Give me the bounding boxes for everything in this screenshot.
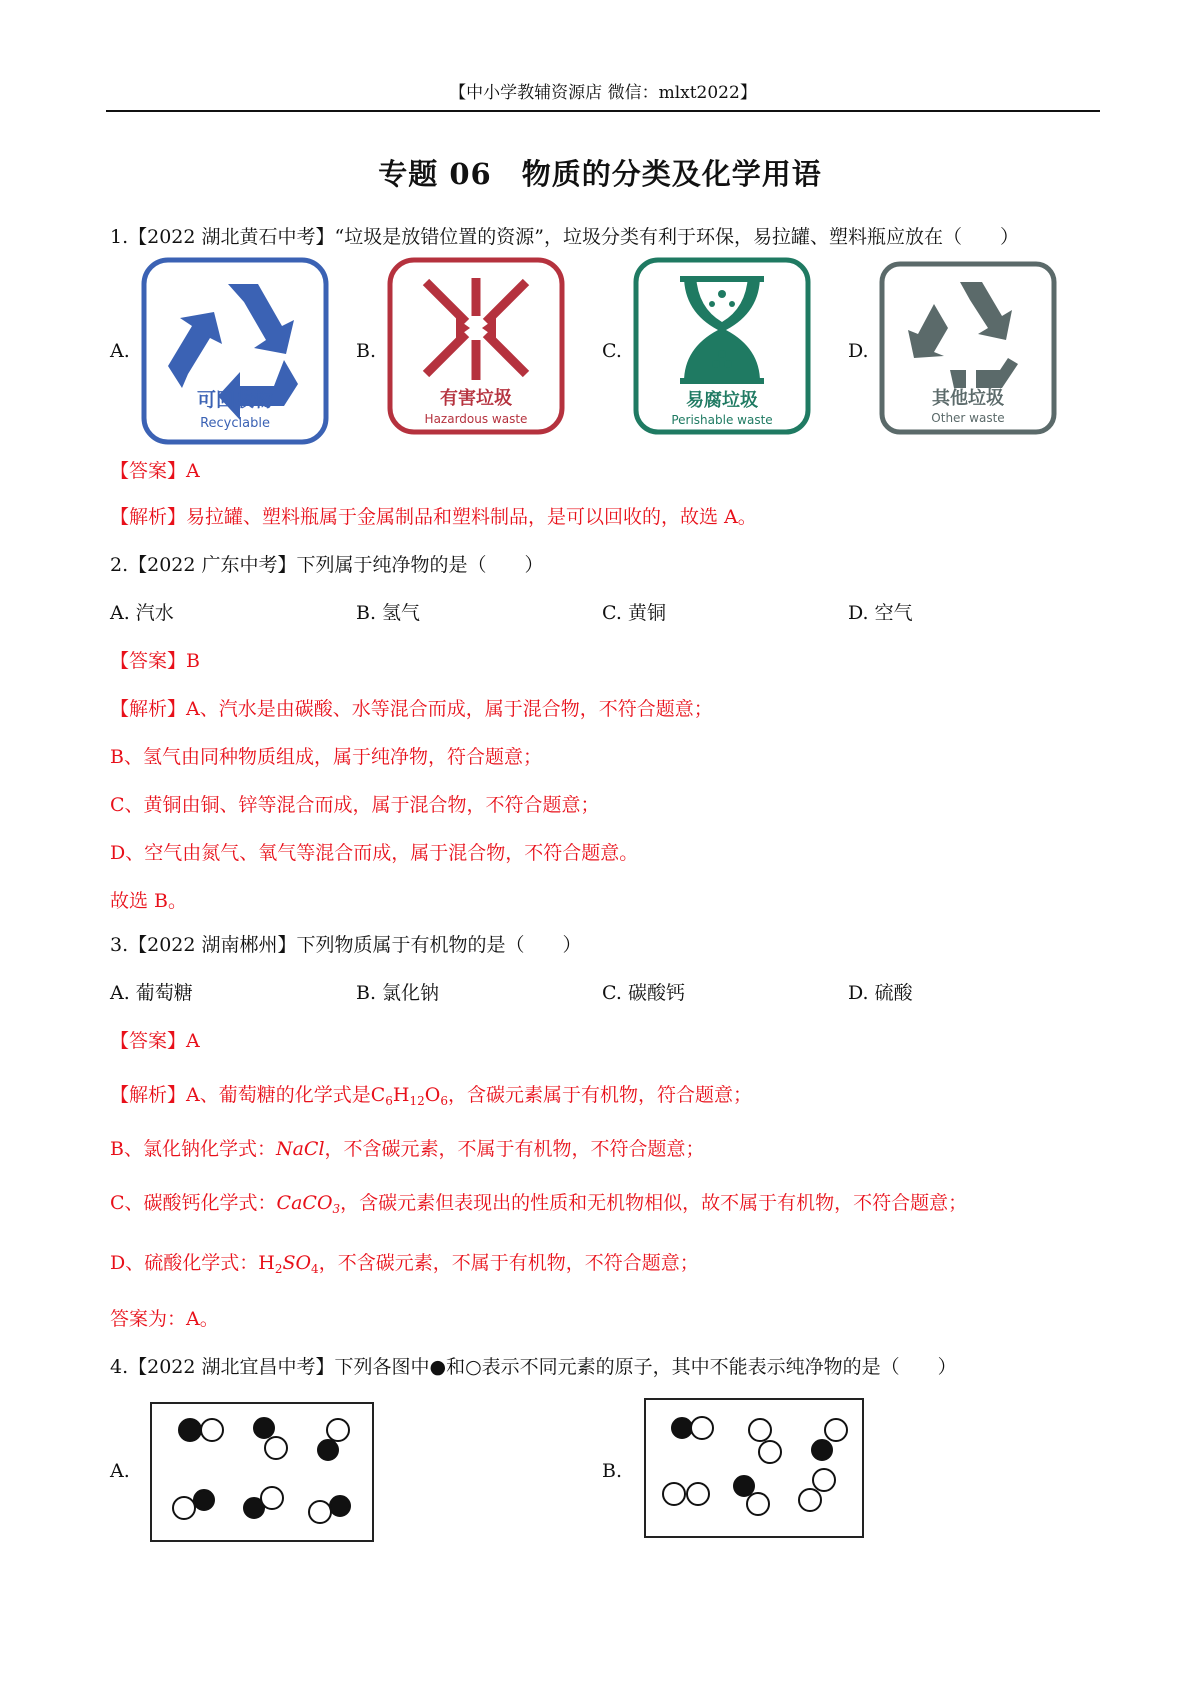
hazardous-waste-icon bbox=[386, 256, 566, 440]
q4-option-a-letter: A. bbox=[110, 1460, 130, 1482]
perishable-en-label: Perishable waste bbox=[671, 413, 773, 427]
q1-option-a-letter: A. bbox=[110, 340, 130, 362]
caco3-formula: CaCO$_3$ bbox=[276, 1192, 341, 1216]
q4-option-b-letter: B. bbox=[602, 1460, 623, 1482]
q1-option-d-letter: D. bbox=[848, 340, 869, 362]
q1-answer: 【答案】A bbox=[110, 460, 200, 482]
q1-option-c-letter: C. bbox=[602, 340, 622, 362]
q3-stem: 3.【2022 湖南郴州】下列物质属于有机物的是（ ） bbox=[110, 934, 582, 956]
other-waste-icon bbox=[878, 260, 1058, 440]
q3-option-d: D. 硫酸 bbox=[848, 982, 913, 1004]
q3-analysis-line-b: B、氯化钠化学式：NaCl，不含碳元素，不属于有机物，不符合题意； bbox=[110, 1138, 705, 1160]
q3-option-c: C. 碳酸钙 bbox=[602, 982, 685, 1004]
other-cn-label: 其他垃圾 bbox=[932, 388, 1004, 409]
q2-conclusion: 故选 B。 bbox=[110, 890, 188, 912]
q1-stem: 1.【2022 湖北黄石中考】“垃圾是放错位置的资源”，垃圾分类有利于环保，易拉罐、塑料瓶应放在（ ） bbox=[110, 226, 1019, 248]
q4-stem: 4.【2022 湖北宜昌中考】下列各图中●和○表示不同元素的原子，其中不能表示纯净物的是（ ） bbox=[110, 1356, 957, 1378]
q2-analysis-line-3: C、黄铜由铜、锌等混合而成，属于混合物，不符合题意； bbox=[110, 794, 600, 816]
q2-analysis-line-1: 【解析】A、汽水是由碳酸、水等混合而成，属于混合物，不符合题意； bbox=[110, 698, 713, 720]
perishable-cn-label: 易腐垃圾 bbox=[686, 390, 758, 411]
glucose-formula: $C_6H_{12}O_6$ bbox=[370, 1084, 448, 1108]
q2-option-a: A. 汽水 bbox=[110, 602, 174, 624]
recyclable-icon bbox=[140, 256, 330, 450]
q1-option-b-letter: B. bbox=[356, 340, 377, 362]
q2-option-b: B. 氢气 bbox=[356, 602, 421, 624]
q1-analysis: 【解析】易拉罐、塑料瓶属于金属制品和塑料制品，是可以回收的，故选 A。 bbox=[110, 506, 757, 528]
hazardous-cn-label: 有害垃圾 bbox=[440, 388, 512, 409]
q3-option-a: A. 葡萄糖 bbox=[110, 982, 193, 1004]
q3-option-b: B. 氯化钠 bbox=[356, 982, 440, 1004]
q2-analysis-line-2: B、氢气由同种物质组成，属于纯净物，符合题意； bbox=[110, 746, 542, 768]
nacl-formula: NaCl bbox=[275, 1138, 325, 1160]
q2-option-c: C. 黄铜 bbox=[602, 602, 666, 624]
q3-analysis-line-d: D、硫酸化学式：$H_2SO_4$，不含碳元素，不属于有机物，不符合题意； bbox=[110, 1252, 699, 1276]
other-en-label: Other waste bbox=[931, 411, 1005, 425]
q3-analysis-a-suffix: ，含碳元素属于有机物，符合题意； bbox=[448, 1084, 753, 1106]
header-rule bbox=[106, 110, 1100, 112]
q2-stem: 2.【2022 广东中考】下列属于纯净物的是（ ） bbox=[110, 554, 544, 576]
perishable-waste-icon bbox=[632, 256, 812, 440]
hazardous-en-label: Hazardous waste bbox=[424, 412, 528, 426]
q4-option-a-molecule-diagram bbox=[150, 1402, 374, 1542]
q2-option-d: D. 空气 bbox=[848, 602, 913, 624]
recyclable-cn-label: 可回收物 bbox=[196, 389, 274, 411]
q3-analysis-line-c: C、碳酸钙化学式：CaCO$_3$，含碳元素但表现出的性质和无机物相似，故不属于有机物，不符合题意； bbox=[110, 1192, 968, 1216]
recyclable-en-label: Recyclable bbox=[200, 416, 270, 431]
h2so4-formula: $H_2SO_4$ bbox=[258, 1252, 319, 1276]
q3-conclusion: 答案为：A。 bbox=[110, 1308, 219, 1330]
q3-analysis-a-prefix: 【解析】A、葡萄糖的化学式是 bbox=[110, 1084, 371, 1106]
q3-analysis-line-a bbox=[110, 1080, 752, 1108]
page-title: 专题 06 物质的分类及化学用语 bbox=[378, 157, 822, 191]
q2-analysis-line-4: D、空气由氮气、氧气等混合而成，属于混合物，不符合题意。 bbox=[110, 842, 639, 864]
q2-answer: 【答案】B bbox=[110, 650, 200, 672]
q4-option-b-molecule-diagram bbox=[644, 1398, 864, 1538]
q3-answer: 【答案】A bbox=[110, 1030, 200, 1052]
page-header: 【中小学教辅资源店 微信：mlxt2022】 bbox=[449, 83, 757, 103]
